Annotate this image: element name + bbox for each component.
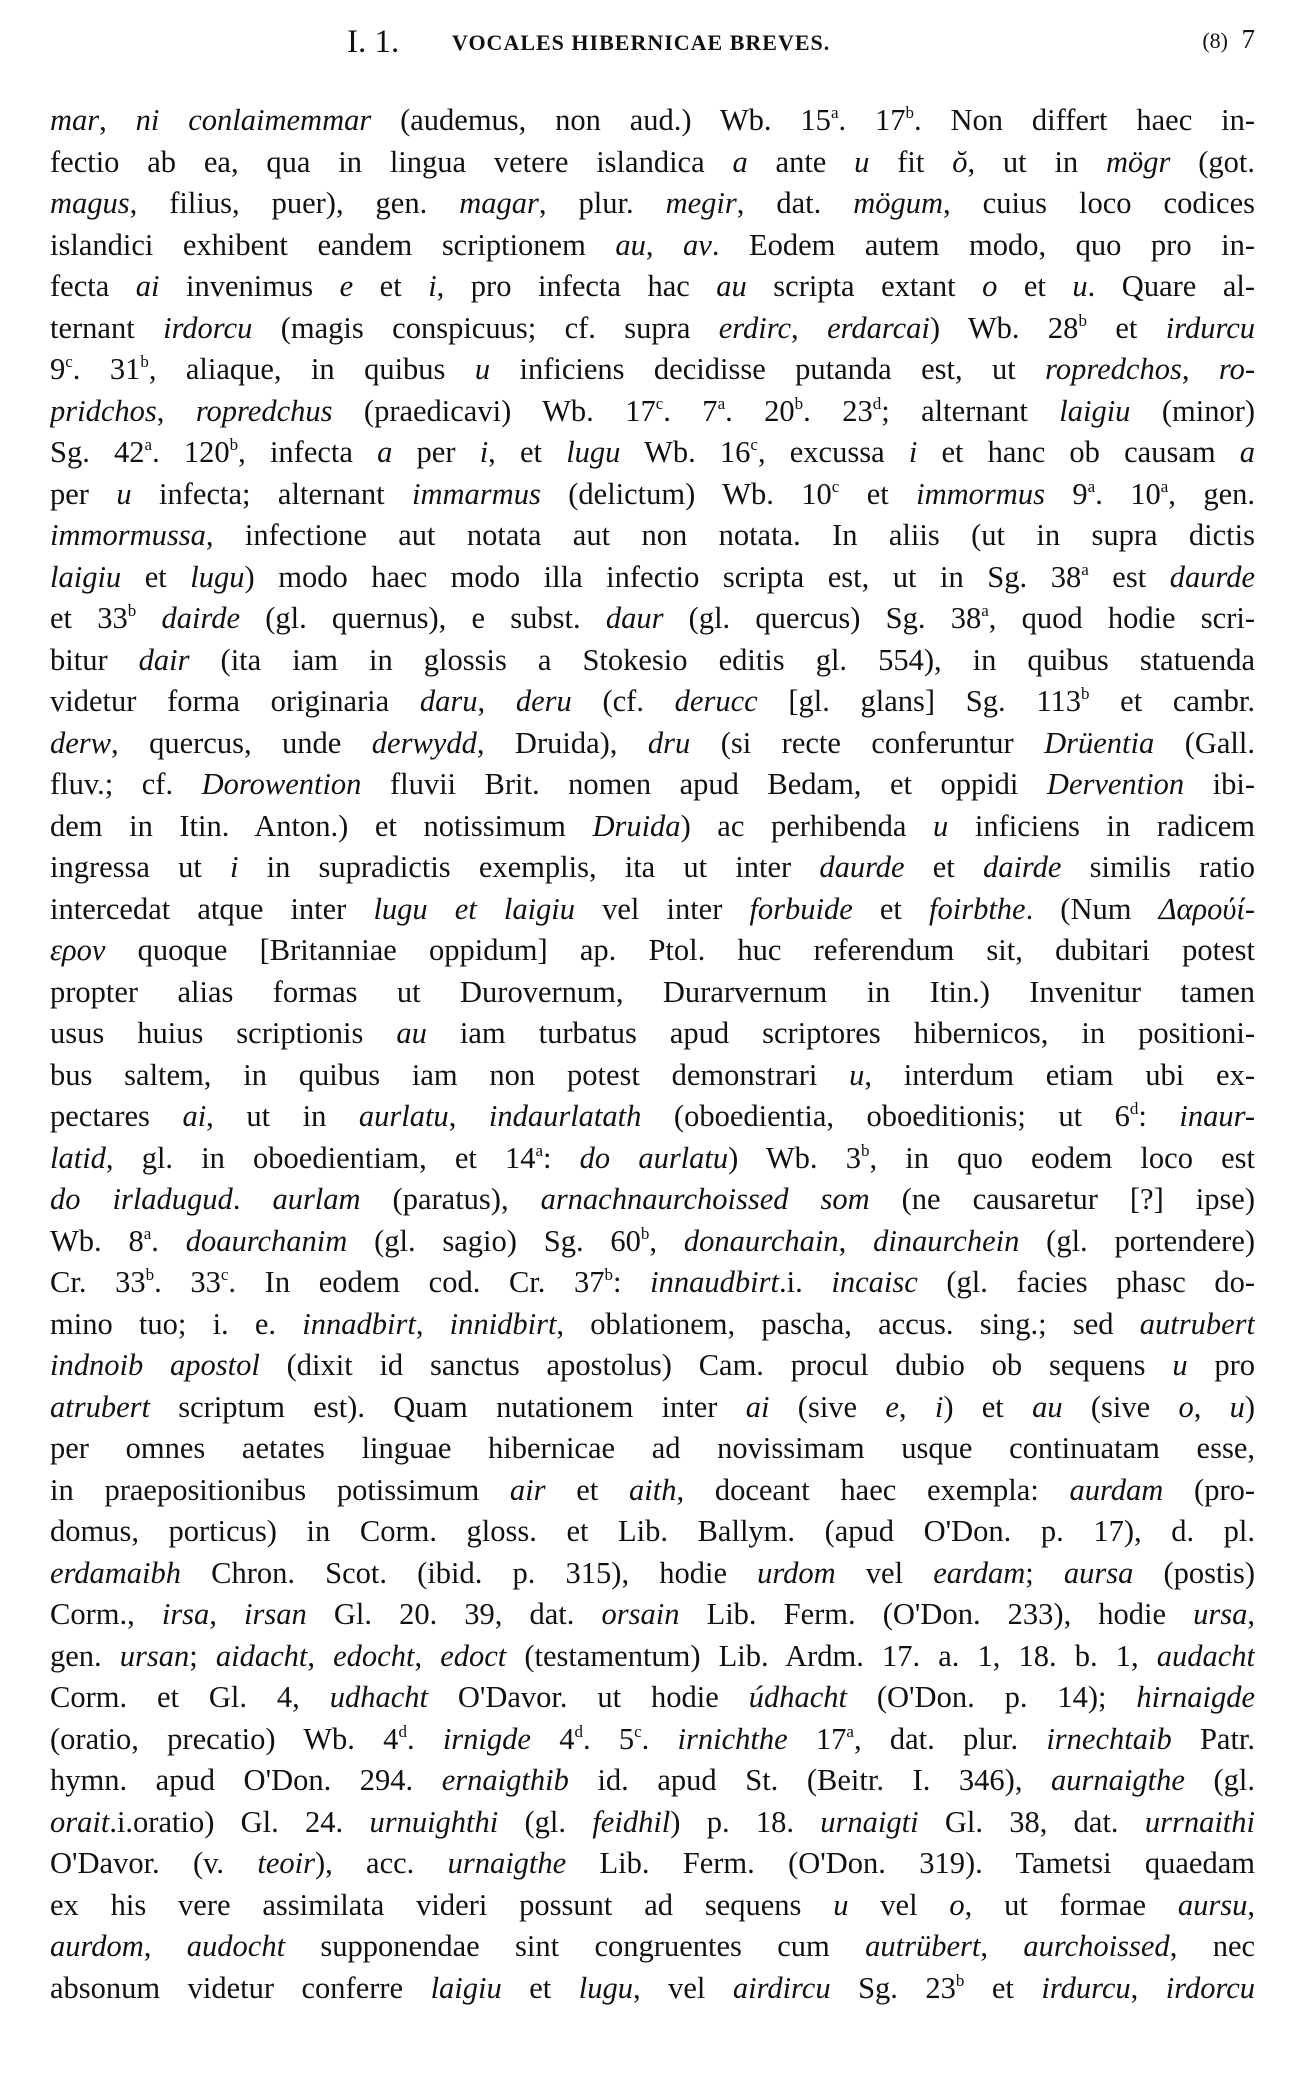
text-line: dem in Itin. Anton.) et notissimum Druida) ac perhibenda u inficiens in radicem: [50, 808, 1255, 843]
text-line: intercedat atque inter lugu et laigiu vel inter forbuide et foirbthe. (Num Δαρούί-: [50, 891, 1255, 926]
text-line: islandici exhibent eandem scriptionem au, av. Eodem autem modo, quo pro in-: [50, 227, 1255, 262]
text-line: Cr. 33$^b$. 33$^c$. In eodem cod. Cr. 37$^b$: innaudbirt.i. incaisc (gl. facies phasc do-: [50, 1265, 1255, 1299]
text-line: ερον quoque [Britanniae oppidum] ap. Ptol. huc referendum sit, dubitari potest: [50, 933, 1255, 967]
text-line: propter alias formas ut Durovernum, Durarvernum in Itin.) Invenitur tamen: [50, 974, 1255, 1009]
text-line: pridchos, ropredchus (praedicavi) Wb. 17$^c$. 7$^a$. 20$^b$. 23$^d$; alternant laigiu (minor): [50, 393, 1255, 428]
text-line: fectio ab ea, qua in lingua vetere islandica a ante u fit ŏ, ut in mögr (got.: [50, 144, 1255, 179]
text-line: fluv.; cf. Dorowention fluvii Brit. nomen apud Bedam, et oppidi Dervention ibi-: [50, 767, 1255, 801]
text-line: gen. ursan; aidacht, edocht, edoct (testamentum) Lib. Ardm. 17. a. 1, 18. b. 1, audacht: [50, 1638, 1255, 1673]
text-line: usus huius scriptionis au iam turbatus apud scriptores hibernicos, in positioni-: [50, 1016, 1255, 1050]
text-line: absonum videtur conferre laigiu et lugu, vel airdircu Sg. 23$^b$ et irdurcu, irdorcu: [50, 1970, 1255, 2005]
body-text: [50, 100, 1255, 2009]
text-line: atrubert scriptum est). Quam nutationem inter ai (sive e, i) et au (sive o, u): [50, 1389, 1255, 1424]
text-line: derw, quercus, unde derwydd, Druida), dru (si recte conferuntur Drüentia (Gall.: [50, 725, 1255, 760]
page-number-value: 7: [1241, 24, 1255, 54]
text-line: domus, porticus) in Corm. gloss. et Lib. Ballym. (apud O'Don. p. 17), d. pl.: [50, 1514, 1255, 1548]
text-line: hymn. apud O'Don. 294. ernaigthib id. apud St. (Beitr. I. 346), aurnaigthe (gl.: [50, 1763, 1255, 1797]
text-line: videtur forma originaria daru, deru (cf. derucc [gl. glans] Sg. 113$^b$ et cambr.: [50, 684, 1255, 718]
running-title: VOCALES HIBERNICAE BREVES.: [452, 30, 831, 55]
text-line: mino tuo; i. e. innadbirt, innidbirt, oblationem, pascha, accus. sing.; sed autrubert: [50, 1306, 1255, 1341]
text-line: erdamaibh Chron. Scot. (ibid. p. 315), hodie urdom vel eardam; aursa (postis): [50, 1555, 1255, 1590]
text-line: Wb. 8$^a$. doaurchanim (gl. sagio) Sg. 60$^b$, donaurchain, dinaurchein (gl. portendere): [50, 1223, 1255, 1258]
text-line: orait.i.oratio) Gl. 24. urnuighthi (gl. feidhil) p. 18. urnaigti Gl. 38, dat. urrnaithi: [50, 1804, 1255, 1839]
text-line: Corm., irsa, irsan Gl. 20. 39, dat. orsain Lib. Ferm. (O'Don. 233), hodie ursa,: [50, 1597, 1255, 1631]
section-number: I. 1.: [347, 24, 400, 60]
text-line: mar, ni conlaimemmar (audemus, non aud.) Wb. 15$^a$. 17$^b$. Non differt haec in-: [50, 103, 1255, 137]
text-line: in praepositionibus potissimum air et aith, doceant haec exempla: aurdam (pro-: [50, 1472, 1255, 1507]
document-page: [50, 0, 1255, 2075]
text-line: aurdom, audocht supponendae sint congruentes cum autrübert, aurchoissed, nec: [50, 1929, 1255, 1963]
text-line: (oratio, precatio) Wb. 4$^d$. irnigde 4$^d$. 5$^c$. irnichthe 17$^a$, dat. plur. irnechtaib Patr.: [50, 1721, 1255, 1756]
text-line: bus saltem, in quibus iam non potest demonstrari u, interdum etiam ubi ex-: [50, 1057, 1255, 1092]
page-marker: (8): [1202, 28, 1228, 53]
page-number: [1202, 24, 1255, 55]
text-line: immormussa, infectione aut notata aut non notata. In aliis (ut in supra dictis: [50, 518, 1255, 552]
text-line: do irladugud. aurlam (paratus), arnachnaurchoissed som (ne causaretur [?] ipse): [50, 1182, 1255, 1216]
text-line: pectares ai, ut in aurlatu, indaurlatath (oboedientia, oboeditionis; ut 6$^d$: inaur-: [50, 1099, 1255, 1133]
text-line: indnoib apostol (dixit id sanctus apostolus) Cam. procul dubio ob sequens u pro: [50, 1348, 1255, 1382]
text-line: laigiu et lugu) modo haec modo illa infectio scripta est, ut in Sg. 38$^a$ est daurde: [50, 559, 1255, 594]
text-line: Corm. et Gl. 4, udhacht O'Davor. ut hodie údhacht (O'Don. p. 14); hirnaigde: [50, 1680, 1255, 1714]
text-line: Sg. 42$^a$. 120$^b$, infecta a per i, et lugu Wb. 16$^c$, excussa i et hanc ob causam a: [50, 435, 1255, 469]
text-line: magus, filius, puer), gen. magar, plur. megir, dat. mögum, cuius loco codices: [50, 186, 1255, 220]
text-line: et 33$^b$ dairde (gl. quernus), e subst. daur (gl. quercus) Sg. 38$^a$, quod hodie scri-: [50, 601, 1255, 635]
text-line: bitur dair (ita iam in glossis a Stokesio editis gl. 554), in quibus statuenda: [50, 642, 1255, 677]
text-line: 9$^c$. 31$^b$, aliaque, in quibus u inficiens decidisse putanda est, ut ropredchos, ro-: [50, 352, 1255, 386]
text-line: latid, gl. in oboedientiam, et 14$^a$: do aurlatu) Wb. 3$^b$, in quo eodem loco est: [50, 1140, 1255, 1175]
text-line: fecta ai invenimus e et i, pro infecta hac au scripta extant o et u. Quare al-: [50, 269, 1255, 303]
text-line: ingressa ut i in supradictis exemplis, ita ut inter daurde et dairde similis ratio: [50, 850, 1255, 884]
text-line: per omnes aetates linguae hibernicae ad novissimam usque continuatam esse,: [50, 1431, 1255, 1465]
running-header: [50, 24, 1255, 74]
text-line: O'Davor. (v. teoir), acc. urnaigthe Lib. Ferm. (O'Don. 319). Tametsi quaedam: [50, 1846, 1255, 1880]
text-line: ex his vere assimilata videri possunt ad sequens u vel o, ut formae aursu,: [50, 1887, 1255, 1922]
text-line: per u infecta; alternant immarmus (delictum) Wb. 10$^c$ et immormus 9$^a$. 10$^a$, gen.: [50, 476, 1255, 511]
text-line: ternant irdorcu (magis conspicuus; cf. supra erdirc, erdarcai) Wb. 28$^b$ et irdurcu: [50, 310, 1255, 345]
